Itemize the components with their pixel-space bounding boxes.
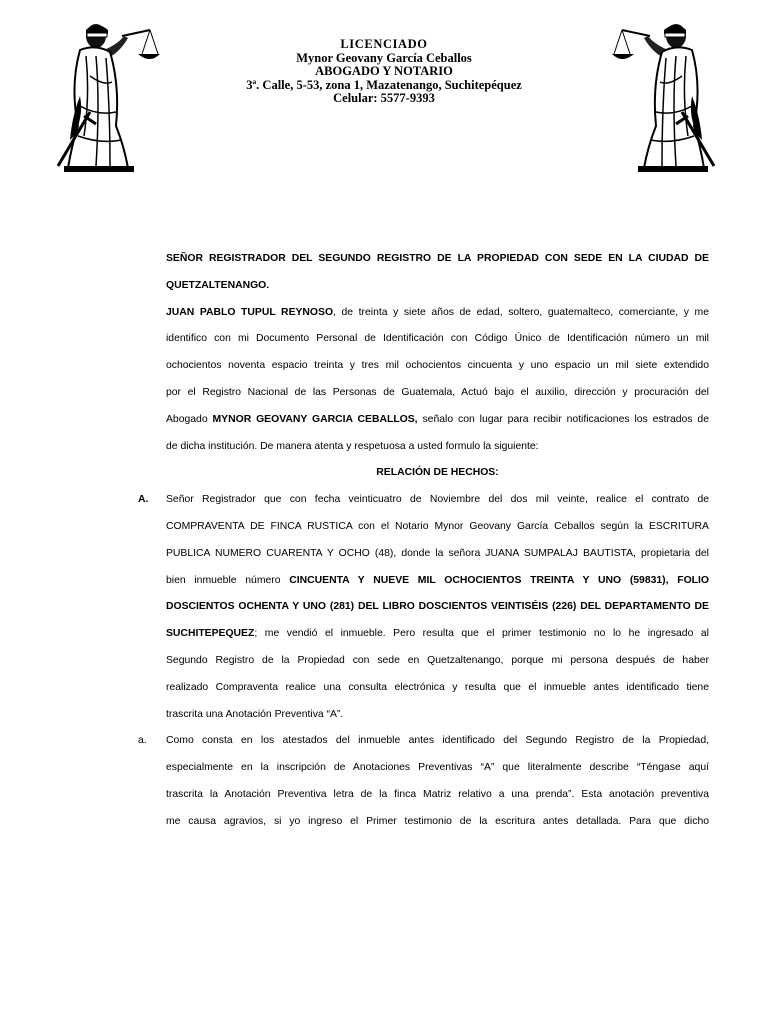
list-marker: a. xyxy=(138,735,147,747)
line-text: señalo con lugar para recibir notificaciones los estrados de xyxy=(417,413,709,425)
addressee-line: SEÑOR REGISTRADOR DEL SEGUNDO REGISTRO DE LA PROPIEDAD CON SEDE EN LA CIUDAD DE xyxy=(166,253,709,264)
paragraph-line: por el Registro Nacional de las Personas de Guatemala, Actuó bajo el auxilio, dirección y procuración del xyxy=(166,386,709,398)
paragraph-line: COMPRAVENTA DE FINCA RUSTICA con el Notario Mynor Geovany García Ceballos según la ESCRITURA xyxy=(166,520,709,532)
paragraph-line: ochocientos noventa espacio treinta y tres mil ochocientos cincuenta y uno espacio un mil siete extendido xyxy=(166,360,709,372)
letterhead-title: LICENCIADO xyxy=(340,37,428,51)
paragraph-line: PUBLICA NUMERO CUARENTA Y OCHO (48), donde la señora JUANA SUMPALAJ BAUTISTA, propietaria del xyxy=(166,547,709,559)
lawyer-name: Mynor Geovany García Ceballos xyxy=(296,50,472,65)
paragraph-line: de dicha institución. De manera atenta y respetuosa a usted formulo la siguiente: xyxy=(166,440,539,452)
paragraph-line: Señor Registrador que con fecha veinticuatro de Noviembre del dos mil veinte, realice el contrato de xyxy=(166,494,709,506)
paragraph-line: me causa agravios, si yo ingreso el Primer testimonio de la escritura antes detallada. Para que dicho xyxy=(166,815,709,827)
section-heading: RELACIÓN DE HECHOS: xyxy=(376,467,499,479)
fact-a xyxy=(138,487,709,728)
addressee-line: QUETZALTENANGO. xyxy=(166,279,270,291)
paragraph-line: DOSCIENTOS OCHENTA Y UNO (281) DEL LIBRO DOSCIENTOS VEINTISÉIS (226) DEL DEPARTAMENTO DE xyxy=(166,601,709,613)
line-text: ; me vendió el inmueble. Pero resulta que el primer testimonio no lo he ingresado al xyxy=(254,628,709,640)
paragraph-line: especialmente en la inscripción de Anotaciones Preventivas “A” que literalmente describe “Téngase aquí xyxy=(166,762,709,774)
paragraph-line xyxy=(166,568,709,595)
document-body xyxy=(0,246,768,836)
intro-paragraph xyxy=(166,300,709,461)
office-phone: Celular: 5577-9393 xyxy=(333,91,435,105)
paragraph-line: Segundo Registro de la Propiedad con sede en Quetzaltenango, porque mi persona después de haber xyxy=(166,654,709,666)
lawyer-profession: ABOGADO Y NOTARIO xyxy=(315,64,453,78)
letterhead xyxy=(0,38,768,106)
paragraph-line xyxy=(166,300,709,327)
paragraph-line xyxy=(166,407,709,434)
lawyer-name-bold: MYNOR GEOVANY GARCIA CEBALLOS, xyxy=(212,413,418,425)
line-text: , de treinta y siete años de edad, soltero, guatemalteco, comerciante, y me xyxy=(333,306,709,318)
line-text: bien inmueble número xyxy=(166,574,290,586)
addressee xyxy=(166,246,709,300)
line-text: Abogado xyxy=(166,413,213,425)
office-address: 3ª. Calle, 5-53, zona 1, Mazatenango, Suchitepéquez xyxy=(246,77,522,92)
list-marker: A. xyxy=(138,494,149,506)
applicant-name: JUAN PABLO TUPUL REYNOSO xyxy=(166,306,334,318)
department-name: SUCHITEPEQUEZ xyxy=(166,628,255,640)
paragraph-line: identifico con mi Documento Personal de Identificación con Código Único de Identificación número un mil xyxy=(166,333,709,345)
paragraph-line: Como consta en los atestados del inmueble antes identificado del Segundo Registro de la Propiedad, xyxy=(166,735,709,747)
paragraph-line: realizado Compraventa realice una consulta electrónica y resulta que el inmueble antes identificado tiene xyxy=(166,681,709,693)
paragraph-line: trascrita una Anotación Preventiva “A”. xyxy=(166,708,344,720)
paragraph-line xyxy=(166,621,709,648)
fact-a-sub xyxy=(138,728,709,835)
property-number: CINCUENTA Y NUEVE MIL OCHOCIENTOS TREINTA Y UNO (59831), FOLIO xyxy=(289,574,709,586)
paragraph-line: trascrita la Anotación Preventiva letra de la finca Matriz relativo a una prenda”. Esta anotación preventiva xyxy=(166,788,709,800)
